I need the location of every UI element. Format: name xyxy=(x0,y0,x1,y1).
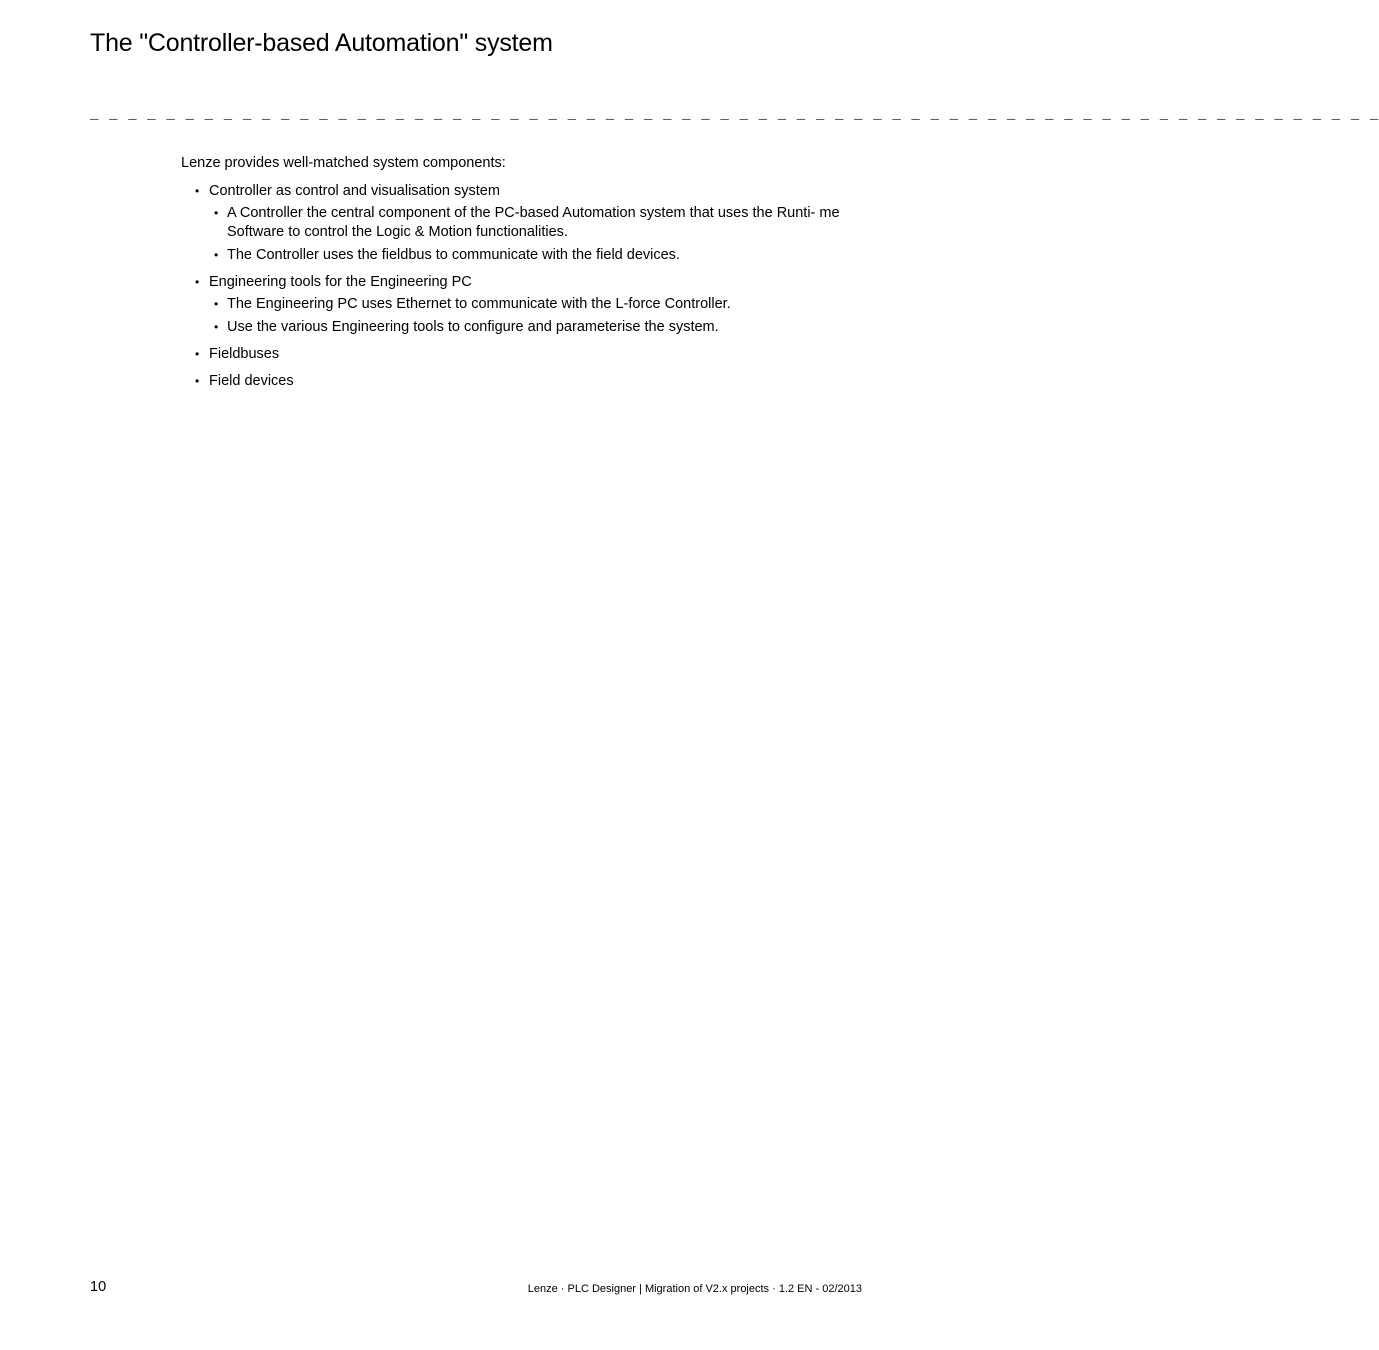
bullet-icon: • xyxy=(195,374,200,388)
sub-list xyxy=(209,295,865,337)
sub-list-item-text: A Controller the central component of the PC-based Automation system that uses the Runti- me Software to control the Logic & Motion functionalities. xyxy=(227,205,840,240)
footer-doc-info: Lenze · PLC Designer | Migration of V2.x projects · 1.2 EN - 02/2013 xyxy=(527,1283,862,1295)
bullet-icon: • xyxy=(195,275,200,289)
list-item xyxy=(181,372,865,391)
sub-list-item-text: Use the various Engineering tools to configure and parameterise the system. xyxy=(227,319,719,335)
sub-list-item-text: The Engineering PC uses Ethernet to communicate with the L-force Controller. xyxy=(227,296,731,312)
list-item xyxy=(181,182,865,265)
bullet-icon: • xyxy=(214,206,219,220)
sub-list-item xyxy=(209,246,865,265)
sub-list-item xyxy=(209,318,865,337)
bullet-icon: • xyxy=(195,184,200,198)
main-content xyxy=(181,154,865,399)
bullet-icon: • xyxy=(214,248,219,262)
list-item xyxy=(181,345,865,364)
sub-list-item xyxy=(209,204,865,242)
sub-list xyxy=(209,204,865,265)
bullet-icon: • xyxy=(214,297,219,311)
list-item-label: Fieldbuses xyxy=(209,346,280,362)
page-number: 10 xyxy=(90,1279,107,1295)
bullet-icon: • xyxy=(195,347,200,361)
list-item-label: Engineering tools for the Engineering PC xyxy=(209,274,472,290)
list-item-label: Field devices xyxy=(209,373,294,389)
list-item-label: Controller as control and visualisation system xyxy=(209,183,500,199)
intro-text: Lenze provides well-matched system components: xyxy=(181,155,506,171)
sub-list-item-text: The Controller uses the fieldbus to communicate with the field devices. xyxy=(227,247,680,263)
dashed-separator: _ _ _ _ _ _ _ _ _ _ _ _ _ _ _ _ _ _ _ _ _ _ _ _ _ _ _ _ _ _ _ _ _ _ _ _ _ _ _ _ _ _ _ _ _ _ _ _ _ _ _ _ _ _ _ _ _ _ _ _ _ _ _ _ _ _ _ _ xyxy=(90,107,1379,123)
page-title: The "Controller-based Automation" system xyxy=(90,29,553,57)
bullet-icon: • xyxy=(214,320,219,334)
list-item xyxy=(181,273,865,337)
sub-list-item xyxy=(209,295,865,314)
component-list xyxy=(181,182,865,391)
